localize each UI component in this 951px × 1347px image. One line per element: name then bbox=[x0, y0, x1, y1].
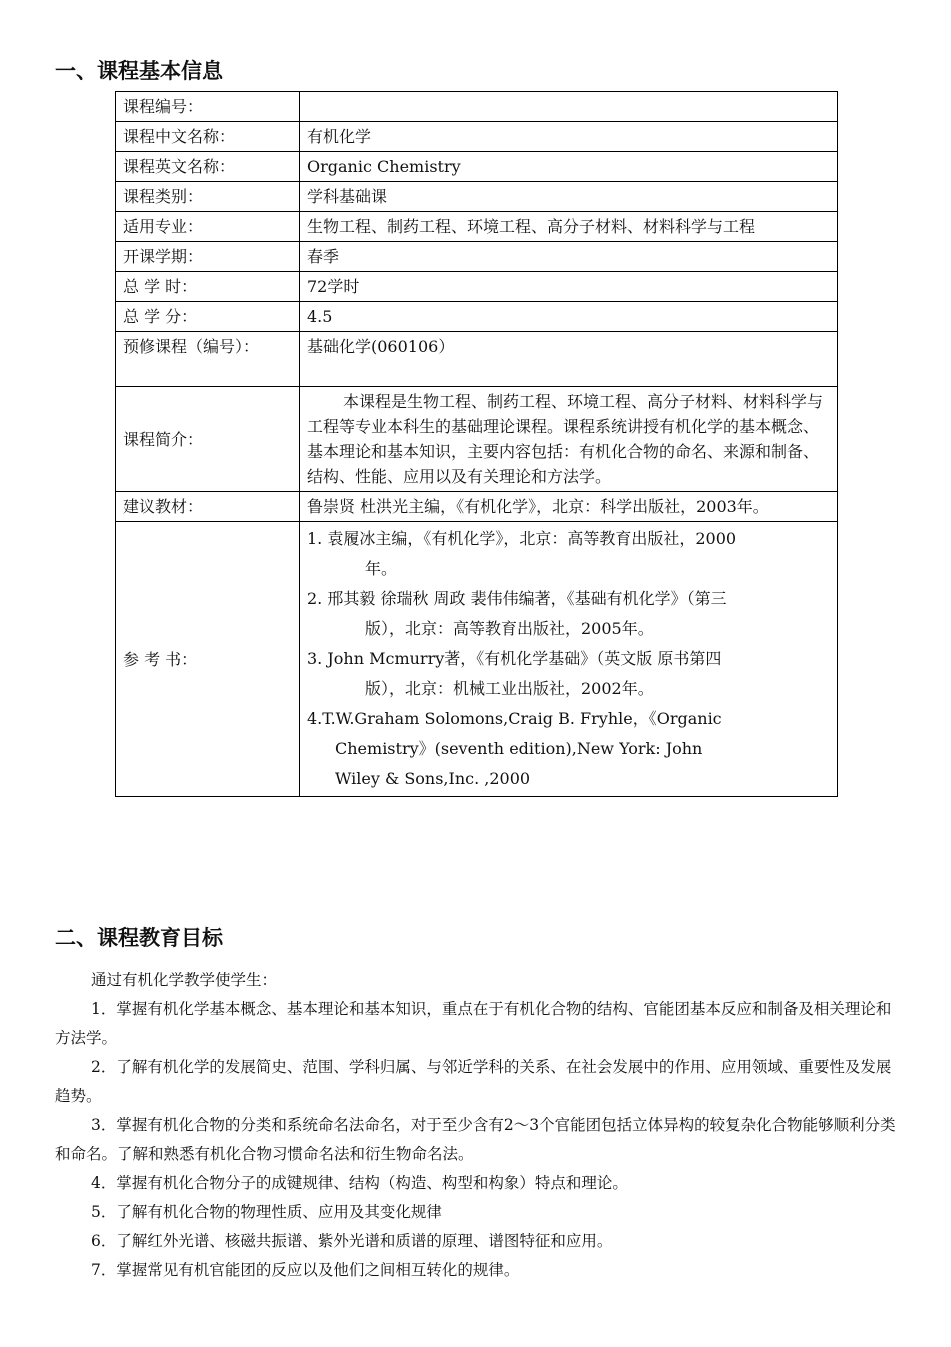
table-row bbox=[116, 182, 838, 212]
reference-list bbox=[300, 522, 838, 797]
row-key: 课程中文名称： bbox=[116, 122, 300, 152]
reference-line: 4.T.W.Graham Solomons,Craig B. Fryhle，《Organic bbox=[307, 709, 722, 728]
table-row bbox=[116, 92, 838, 122]
row-value: 72学时 bbox=[300, 272, 838, 302]
row-value: 生物工程、制药工程、环境工程、高分子材料、材料科学与工程 bbox=[300, 212, 838, 242]
row-key: 预修课程（编号）： bbox=[116, 332, 300, 387]
reference-line: 版），北京：机械工业出版社，2002年。 bbox=[365, 679, 654, 698]
row-value: 鲁崇贤 杜洪光主编，《有机化学》，北京：科学出版社，2003年。 bbox=[300, 492, 838, 522]
row-key: 参 考 书： bbox=[116, 522, 300, 797]
table-row bbox=[116, 302, 838, 332]
table-row bbox=[116, 242, 838, 272]
goal-item: 3．掌握有机化合物的分类和系统命名法命名，对于至少含有2～3个官能团包括立体异构的较复杂化合物能够顺利分类和命名。了解和熟悉有机化合物习惯命名法和衍生物命名法。 bbox=[55, 1116, 896, 1163]
table-row bbox=[116, 212, 838, 242]
goals-lead: 通过有机化学教学使学生： bbox=[91, 971, 278, 989]
table-row bbox=[116, 152, 838, 182]
row-value: 基础化学(060106） bbox=[300, 332, 838, 387]
table-row bbox=[116, 122, 838, 152]
reference-line: 2. 邢其毅 徐瑞秋 周政 裴伟伟编著，《基础有机化学》（第三 bbox=[307, 589, 727, 608]
reference-line: 3. John Mcmurry著，《有机化学基础》（英文版 原书第四 bbox=[307, 649, 722, 668]
row-value: 有机化学 bbox=[300, 122, 838, 152]
row-value: 春季 bbox=[300, 242, 838, 272]
row-value: Organic Chemistry bbox=[300, 152, 838, 182]
row-key: 课程简介： bbox=[116, 387, 300, 492]
row-key: 总 学 分： bbox=[116, 302, 300, 332]
row-key: 开课学期： bbox=[116, 242, 300, 272]
row-key: 适用专业： bbox=[116, 212, 300, 242]
table-row bbox=[116, 522, 838, 797]
section-title-basic-info: 一、课程基本信息 bbox=[55, 59, 223, 83]
section-title-goals: 二、课程教育目标 bbox=[55, 926, 223, 950]
row-value bbox=[300, 92, 838, 122]
goal-item: 6．了解红外光谱、核磁共振谱、紫外光谱和质谱的原理、谱图特征和应用。 bbox=[91, 1232, 613, 1250]
row-key: 建议教材： bbox=[116, 492, 300, 522]
goal-item: 5．了解有机化合物的物理性质、应用及其变化规律 bbox=[91, 1203, 442, 1221]
reference-line: Chemistry》(seventh edition),New York: John bbox=[335, 739, 703, 758]
row-key: 课程类别： bbox=[116, 182, 300, 212]
reference-line: Wiley & Sons,Inc. ,2000 bbox=[335, 769, 531, 788]
row-key: 课程英文名称： bbox=[116, 152, 300, 182]
table-row bbox=[116, 272, 838, 302]
table-row bbox=[116, 332, 838, 387]
course-info-table bbox=[115, 91, 838, 797]
course-intro: 本课程是生物工程、制药工程、环境工程、高分子材料、材料科学与工程等专业本科生的基础理论课程。课程系统讲授有机化学的基本概念、基本理论和基本知识，主要内容包括：有机化合物的命名、来源和制备、结构、性能、应用以及有关理论和方法学。 bbox=[300, 387, 838, 492]
goal-item: 4．掌握有机化合物分子的成键规律、结构（构造、构型和构象）特点和理论。 bbox=[91, 1174, 628, 1192]
reference-line: 版），北京：高等教育出版社，2005年。 bbox=[365, 619, 654, 638]
row-key: 总 学 时： bbox=[116, 272, 300, 302]
reference-line: 1. 袁履冰主编，《有机化学》，北京：高等教育出版社，2000 bbox=[307, 529, 737, 548]
row-value: 4.5 bbox=[300, 302, 838, 332]
table-row bbox=[116, 387, 838, 492]
table-row bbox=[116, 492, 838, 522]
goal-item: 2．了解有机化学的发展简史、范围、学科归属、与邻近学科的关系、在社会发展中的作用、应用领域、重要性及发展趋势。 bbox=[55, 1058, 892, 1105]
reference-line: 年。 bbox=[365, 559, 398, 578]
goal-item: 7．掌握常见有机官能团的反应以及他们之间相互转化的规律。 bbox=[91, 1261, 520, 1279]
row-key: 课程编号： bbox=[116, 92, 300, 122]
goal-item: 1．掌握有机化学基本概念、基本理论和基本知识，重点在于有机化合物的结构、官能团基本反应和制备及相关理论和方法学。 bbox=[55, 1000, 892, 1047]
goals-body bbox=[55, 966, 900, 1285]
row-value: 学科基础课 bbox=[300, 182, 838, 212]
